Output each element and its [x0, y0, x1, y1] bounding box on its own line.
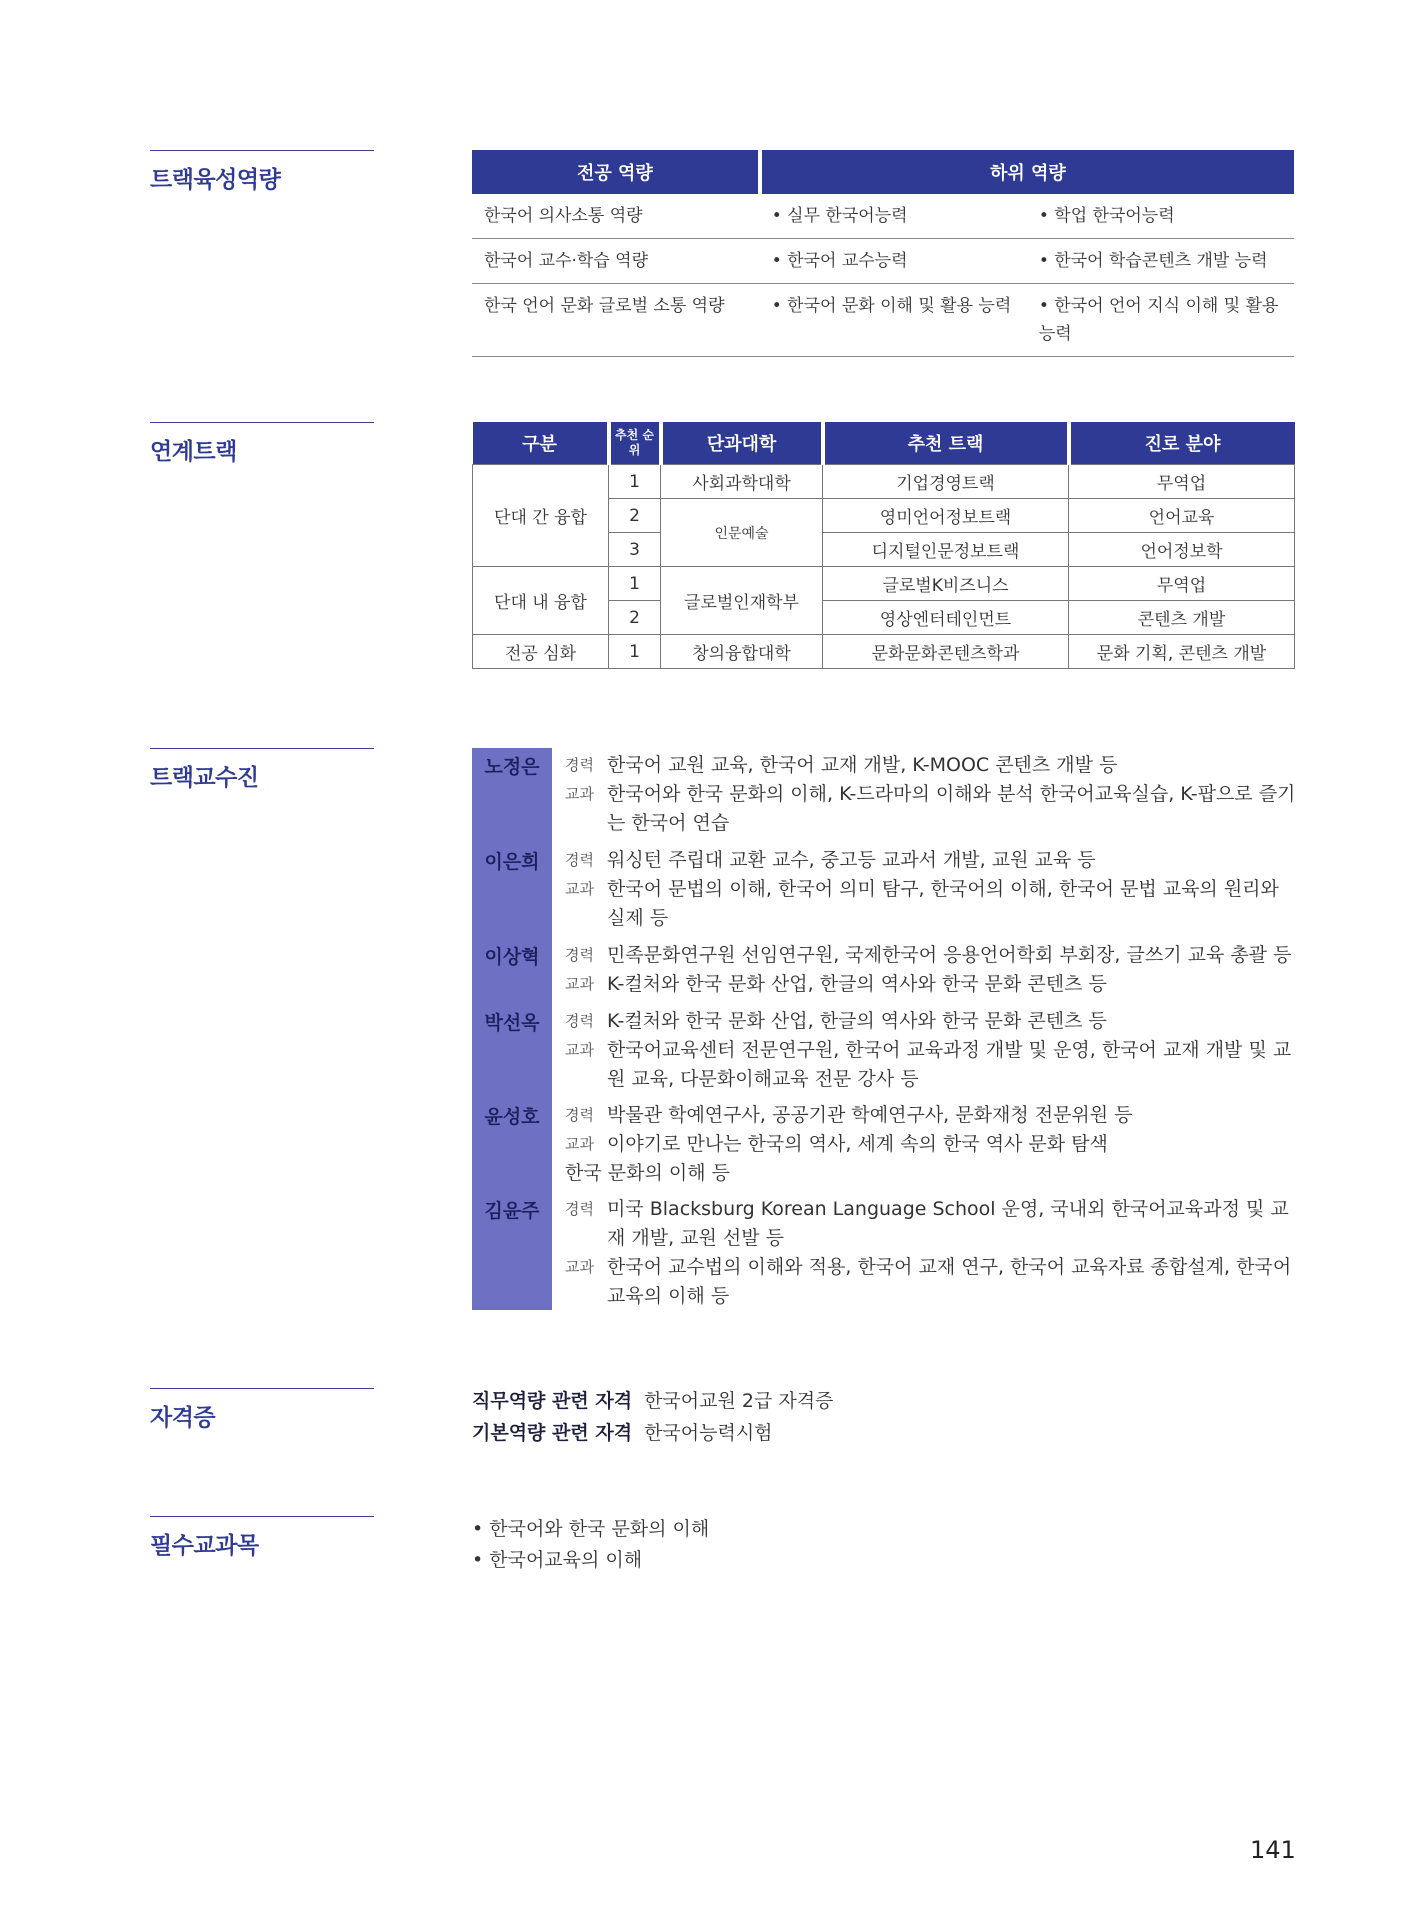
- faculty-course: 교과 한국어와 한국 문화의 이해, K-드라마의 이해와 분석 한국어교육실습, K-팝으로 즐기는 한국어 연습: [565, 783, 1296, 834]
- certificate-row: 기본역량 관련 자격 한국어능력시험: [472, 1422, 773, 1444]
- faculty-name: 이은희: [484, 851, 540, 873]
- faculty-career: 경력 K-컬처와 한국 문화 산업, 한글의 역사와 한국 문화 콘텐츠 등: [565, 1010, 1107, 1032]
- table-row: 한국어 의사소통 역량 • 실무 한국어능력 • 학업 한국어능력: [472, 194, 1294, 239]
- table-header: 구분: [473, 422, 609, 465]
- section-heading-required: 필수교과목: [150, 1516, 374, 1560]
- faculty-name: 김윤주: [484, 1200, 540, 1222]
- faculty-course: 교과 한국어교육센터 전문연구원, 한국어 교육과정 개발 및 운영, 한국어 교재 개발 및 교원 교육, 다문화이해교육 전문 강사 등: [565, 1039, 1292, 1090]
- table-row: 2 영상엔터테인먼트 콘텐츠 개발: [473, 601, 1295, 635]
- faculty-career: 경력 박물관 학예연구사, 공공기관 학예연구사, 문화재청 전문위원 등: [565, 1104, 1133, 1126]
- linked-track-table: [472, 422, 1295, 669]
- required-course: • 한국어교육의 이해: [472, 1549, 643, 1571]
- table-header: 전공 역량: [472, 150, 760, 194]
- faculty-career: 경력 민족문화연구원 선임연구원, 국제한국어 응용언어학회 부회장, 글쓰기 교육 총괄 등: [565, 944, 1292, 966]
- faculty-course: 교과 이야기로 만나는 한국의 역사, 세계 속의 한국 역사 문화 탐색: [565, 1133, 1108, 1155]
- section-heading-faculty: 트랙교수진: [150, 748, 374, 792]
- table-row: 단대 내 융합 1 글로벌인재학부 글로벌K비즈니스 무역업: [473, 567, 1295, 601]
- faculty-career: 경력 미국 Blacksburg Korean Language School 운영, 국내외 한국어교육과정 및 교재 개발, 교원 선발 등: [565, 1198, 1289, 1249]
- faculty-course: 교과 한국어 교수법의 이해와 적용, 한국어 교재 연구, 한국어 교육자료 종합설계, 한국어 교육의 이해 등: [565, 1256, 1292, 1307]
- table-header: 하위 역량: [760, 150, 1294, 194]
- table-row: 전공 심화 1 창의융합대학 문화문화콘텐츠학과 문화 기획, 콘텐츠 개발: [473, 635, 1295, 669]
- table-row: 한국어 교수·학습 역량 • 한국어 교수능력 • 한국어 학습콘텐츠 개발 능력: [472, 239, 1294, 284]
- page-number: 141: [1250, 1836, 1296, 1864]
- table-header: 추천 순위: [609, 422, 661, 465]
- section-heading-competency: 트랙육성역량: [150, 150, 374, 194]
- section-heading-cert: 자격증: [150, 1388, 374, 1432]
- faculty-name: 윤성호: [484, 1106, 540, 1128]
- section-heading-linked: 연계트랙: [150, 422, 374, 466]
- table-row: 3 디지털인문정보트랙 언어정보학: [473, 533, 1295, 567]
- table-header: 단과대학: [661, 422, 823, 465]
- table-row: 2 인문예술 영미언어정보트랙 언어교육: [473, 499, 1295, 533]
- faculty-career: 경력 워싱턴 주립대 교환 교수, 중고등 교과서 개발, 교원 교육 등: [565, 849, 1096, 871]
- faculty-course-extra: 한국 문화의 이해 등: [565, 1162, 730, 1184]
- faculty-course: 교과 한국어 문법의 이해, 한국어 의미 탐구, 한국어의 이해, 한국어 문법 교육의 원리와 실제 등: [565, 878, 1279, 929]
- competency-table: [472, 150, 1294, 357]
- table-row: 단대 간 융합 1 사회과학대학 기업경영트랙 무역업: [473, 465, 1295, 499]
- faculty-career: 경력 한국어 교원 교육, 한국어 교재 개발, K-MOOC 콘텐츠 개발 등: [565, 754, 1118, 776]
- required-course: • 한국어와 한국 문화의 이해: [472, 1518, 710, 1540]
- certificate-row: 직무역량 관련 자격 한국어교원 2급 자격증: [472, 1390, 834, 1412]
- faculty-name: 박선옥: [484, 1012, 540, 1034]
- table-header: 추천 트랙: [823, 422, 1069, 465]
- table-header: 진로 분야: [1069, 422, 1295, 465]
- faculty-name: 이상혁: [484, 946, 540, 968]
- table-row: 한국 언어 문화 글로벌 소통 역량 • 한국어 문화 이해 및 활용 능력 • 한국어 언어 지식 이해 및 활용 능력: [472, 284, 1294, 357]
- faculty-name: 노정은: [484, 756, 540, 778]
- faculty-course: 교과 K-컬처와 한국 문화 산업, 한글의 역사와 한국 문화 콘텐츠 등: [565, 973, 1107, 995]
